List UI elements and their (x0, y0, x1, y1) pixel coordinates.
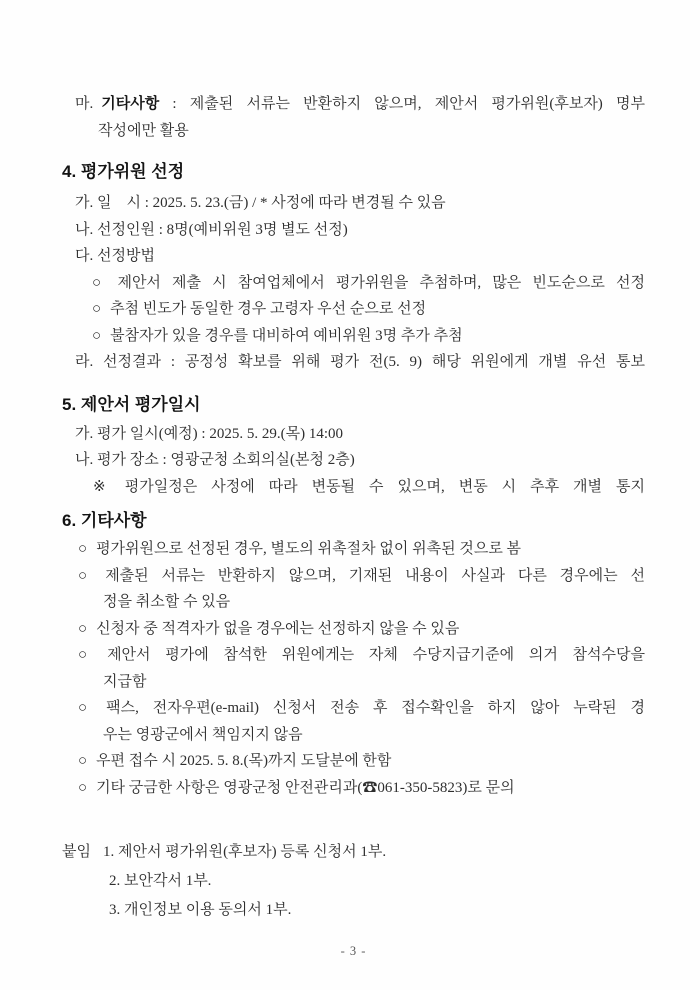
carryover-term: 기타사항 (101, 96, 160, 112)
carryover-item (75, 91, 645, 144)
bullet-text: 불참자가 있을 경우를 대비하여 예비위원 3명 추가 추첨 (110, 327, 463, 344)
section-4-item-date: 가. 일 시 : 2025. 5. 23.(금) / * 사정에 따라 변경될 수 있음 (75, 195, 446, 211)
circle-bullet-icon: ○ (78, 753, 88, 769)
circle-bullet-icon: ○ (78, 541, 88, 557)
circle-bullet-icon: ○ (78, 620, 88, 637)
attachment-item: 1. 제안서 평가위원(후보자) 등록 신청서 1부. (102, 844, 387, 860)
text-line: 우는 영광군에서 책임지지 않음 (103, 726, 303, 743)
circle-bullet-icon: ○ (78, 779, 88, 796)
section-4 (62, 159, 645, 376)
item-marker: 마. (75, 96, 94, 112)
note-text: 평가일정은 사정에 따라 변동될 수 있으며, 변동 시 추후 개별 통지 (124, 478, 645, 495)
bullet-text: 평가위원으로 선정된 경우, 별도의 위촉절차 없이 위촉된 것으로 봄 (96, 541, 522, 557)
circle-bullet-icon: ○ (78, 647, 99, 663)
section-4-item-method: 다. 선정방법 (75, 248, 155, 264)
phone-icon: ☎ (362, 779, 378, 796)
section-4-item-result: 라. 선정결과 : 공정성 확보를 위해 평가 전(5. 9) 해당 위원에게 개별 유선 통보 (75, 354, 645, 370)
section-5-item-datetime: 가. 평가 일시(예정) : 2025. 5. 29.(목) 14:00 (75, 425, 343, 442)
section-4-item-headcount: 나. 선정인원 : 8명(예비위원 3명 별도 선정) (75, 221, 348, 238)
circle-bullet-icon: ○ (78, 567, 97, 584)
section-4-bullet (92, 323, 645, 350)
reference-mark-icon: ※ (93, 478, 116, 495)
attachments-label: 붙임 (62, 844, 91, 860)
text-line: 지급함 (103, 673, 147, 690)
section-5-item-place: 나. 평가 장소 : 영광군청 소회의실(본청 2층) (75, 452, 355, 468)
circle-bullet-icon: ○ (78, 700, 98, 716)
bullet-text: 제안서 평가에 참석한 위원에게는 자체 수당지급기준에 의거 참석수당을 (107, 647, 646, 663)
carryover-text: : 제출된 서류는 반환하지 않으며, 제안서 평가위원(후보자) 명부 (159, 96, 645, 112)
page-number: - 3 - (340, 944, 367, 958)
section-6-bullet-contact (78, 775, 645, 802)
section-4-bullet (92, 270, 645, 297)
section-6 (62, 508, 645, 801)
text-line (78, 563, 645, 590)
section-5 (62, 392, 645, 501)
text-line (78, 642, 645, 669)
section-6-bullet (78, 695, 645, 748)
text-line (75, 91, 645, 118)
bullet-text: 제안서 제출 시 참여업체에서 평가위원을 추첨하며, 많은 빈도순으로 선정 (117, 274, 646, 291)
section-6-bullet (78, 563, 645, 616)
section-6-bullet (78, 616, 645, 643)
attachments-list (103, 838, 386, 925)
attachment-item: 2. 보안각서 1부. (108, 873, 212, 889)
section-6-title: 6. 기타사항 (62, 511, 147, 530)
text-line (78, 695, 645, 722)
section-6-bullet (78, 642, 645, 695)
bullet-text: 기타 궁금한 사항은 영광군청 안전관리과( (96, 779, 363, 796)
section-4-title: 4. 평가위원 선정 (62, 162, 185, 181)
circle-bullet-icon: ○ (92, 327, 102, 344)
text-line: 정을 취소할 수 있음 (103, 594, 231, 610)
attachments-block (62, 838, 645, 925)
bullet-text: 우편 접수 시 2025. 5. 8.(목)까지 도달분에 한함 (96, 753, 392, 769)
circle-bullet-icon: ○ (92, 301, 102, 317)
section-5-title: 5. 제안서 평가일시 (62, 394, 201, 414)
text-line: 작성에만 활용 (98, 122, 189, 139)
bullet-text: 추첨 빈도가 동일한 경우 고령자 우선 순으로 선정 (110, 301, 427, 317)
section-5-note (93, 474, 645, 501)
phone-number-text: 061-350-5823)로 문의 (377, 779, 515, 796)
bullet-text: 신청자 중 적격자가 없을 경우에는 선정하지 않을 수 있음 (96, 620, 460, 637)
section-4-bullet (92, 296, 645, 323)
section-6-bullet (78, 748, 645, 775)
circle-bullet-icon: ○ (92, 274, 109, 291)
section-6-bullet (78, 536, 645, 563)
bullet-text: 팩스, 전자우편(e-mail) 신청서 전송 후 접수확인을 하지 않아 누락된 경 (106, 700, 645, 716)
attachment-item: 3. 개인정보 이용 동의서 1부. (108, 902, 292, 918)
bullet-text: 제출된 서류는 반환하지 않으며, 기재된 내용이 사실과 다른 경우에는 선 (105, 567, 645, 584)
